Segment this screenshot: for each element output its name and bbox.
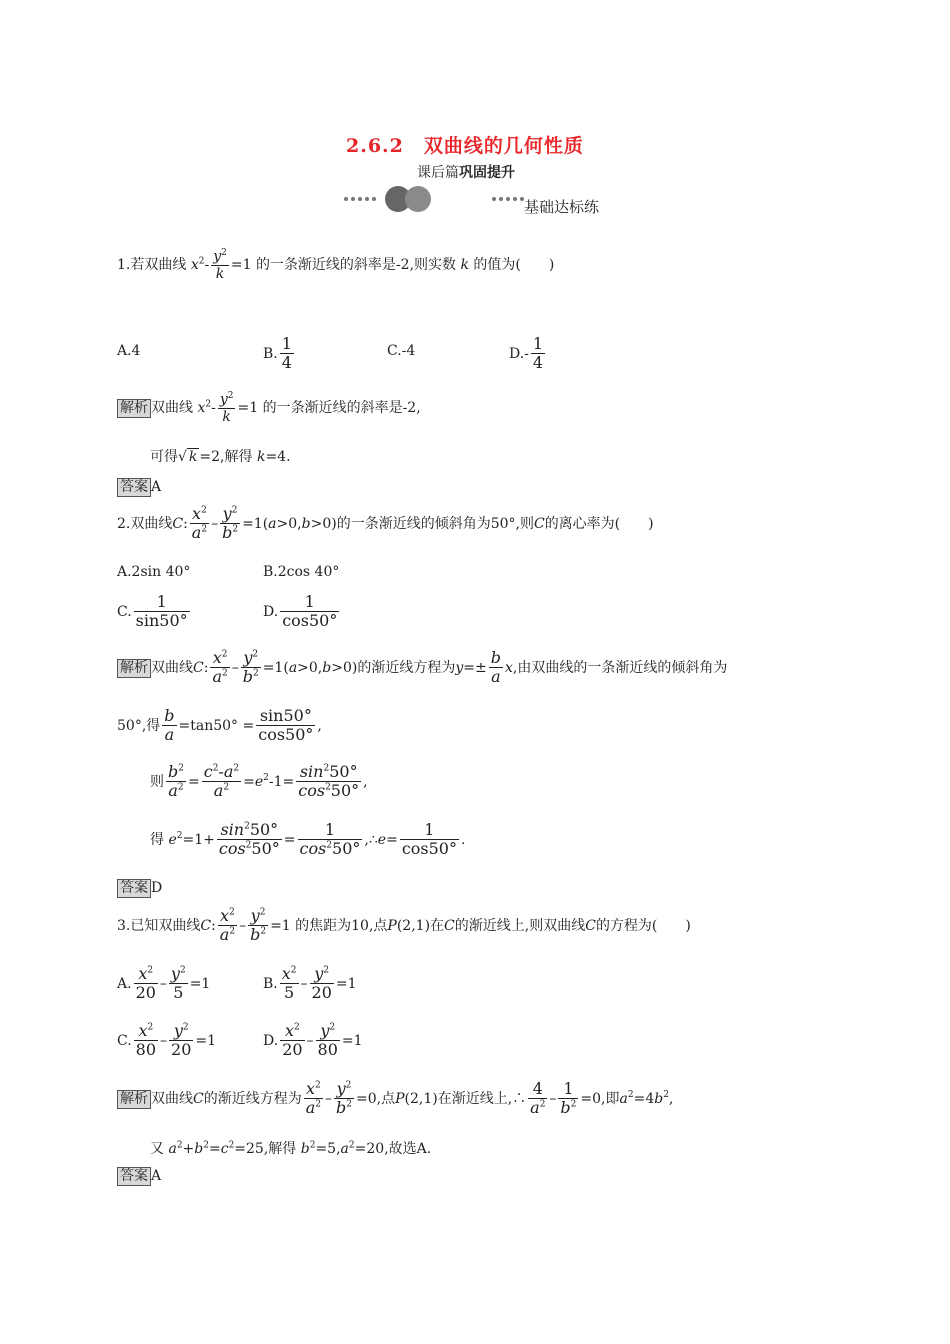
q2-text-a: 双曲线: [130, 515, 173, 532]
section-label: 基础达标练: [524, 198, 600, 216]
q1-text-a: 若双曲线: [130, 256, 187, 273]
subtitle-prefix: 课后篇: [417, 165, 459, 181]
q1-text-b: 的一条渐近线的斜率是-2,则实数: [255, 256, 457, 273]
q3-number: 3.: [117, 917, 131, 934]
q1-line2-b: =2,解得: [199, 449, 253, 465]
q3-text-b: =1 的焦距为10,点: [270, 917, 388, 934]
q1-analysis: 解析 双曲线 $x^2-$ $\frac{y^2}{k}$ =1 的一条渐近线的斜率是-2,: [117, 391, 421, 425]
q2-option-d: D. $\frac{1}{\cos 50^\circ}$: [263, 592, 338, 631]
q1-answer: [117, 478, 161, 497]
q3-option-b: B. $\frac{x^2}{5}$ – $\frac{y^2}{20}$ =1: [263, 964, 357, 1003]
q3-analysis: 解析 双曲线C的渐近线方程为 $\frac{x^2}{a^2}$ – $\frac{y^2}{b^2}$ =0,点P(2,1)在渐近线上,∴ $\frac{4}{a^2}$ – $\frac{1}{b^2}$ =0,即$a^2=4b^2$,: [117, 1080, 673, 1118]
q3-text-e: 的方程为( ): [595, 917, 691, 934]
q1-option-a: A.4: [117, 343, 141, 359]
q3-option-a: A. $\frac{x^2}{20}$ – $\frac{y^2}{5}$ =1: [117, 964, 211, 1003]
q2-answer-value: D: [151, 880, 163, 896]
q2-line2-b: =tan50°: [178, 717, 239, 734]
q1-option-b-label: B.: [263, 345, 278, 362]
dots-circles-icon: [342, 184, 542, 214]
q1-line2-c: =4.: [265, 449, 291, 465]
q3-option-a-label: A.: [117, 975, 132, 992]
q2-option-c: C. $\frac{1}{\sin 50^\circ}$: [117, 592, 188, 631]
q2-option-b: B.2cos 40°: [263, 564, 340, 580]
q3-text-a: 已知双曲线: [130, 917, 201, 934]
page-title: 2.6.2 双曲线的几何性质: [346, 135, 584, 157]
q1-analysis-line2: 可得√ k =2,解得 k=4.: [150, 449, 291, 465]
q3-analysis-d: (2,1)在渐近线上,: [404, 1090, 513, 1107]
q1-answer-value: A: [151, 479, 162, 495]
q2-analysis-a: 双曲线: [151, 659, 193, 676]
q3-answer-value: A: [151, 1168, 162, 1184]
q2-text-c: 的一条渐近线的倾斜角为50°,则: [336, 515, 534, 532]
q3-text-c: (2,1)在: [396, 917, 445, 934]
q2-option-d-label: D.: [263, 603, 279, 620]
q2-line4-therefore: ∴: [368, 831, 378, 848]
answer-tag: 答案: [117, 1167, 151, 1186]
q3-answer: [117, 1167, 161, 1186]
subtitle-bold: 巩固提升: [459, 165, 515, 181]
q1-fraction: $\frac{y^2}{k}$: [213, 248, 227, 282]
q2-stem: 2.双曲线C: $\frac{x^2}{a^2}$ – $\frac{y^2}{b^2}$ =1(a>0,b>0)的一条渐近线的倾斜角为50°,则C的离心率为( ): [117, 504, 654, 543]
q3-analysis-b: 的渐近线方程为: [203, 1090, 302, 1107]
q1-number: 1.: [117, 256, 131, 273]
q2-analysis-b: 的渐近线方程为: [357, 659, 456, 676]
q3-text-d: 的渐近线上,则双曲线: [454, 917, 586, 934]
q3-analysis-line2: 又 $a^2+b^2=c^2=25$,解得 $b^2=5,a^2=20$,故选A.: [150, 1140, 432, 1157]
analysis-tag: 解析: [117, 399, 151, 418]
answer-tag: 答案: [117, 478, 151, 497]
q1-stem: 1.若双曲线 $x^2-$ $\frac{y^2}{k}$ =1 的一条渐近线的斜率是-2,则实数 k 的值为( ): [117, 248, 555, 282]
q1-option-c: C.-4: [387, 343, 416, 359]
q2-option-a: A.2sin 40°: [117, 564, 191, 580]
q1-analysis-a: 双曲线: [151, 399, 193, 416]
analysis-tag: 解析: [117, 1090, 151, 1109]
q3-line2-c: ,故选A.: [384, 1141, 432, 1157]
q2-line3-a: 则: [150, 773, 164, 790]
q3-analysis-a: 双曲线: [151, 1090, 193, 1107]
analysis-tag: 解析: [117, 659, 151, 678]
q2-answer: [117, 879, 162, 898]
section-divider: [342, 184, 542, 218]
q3-option-b-label: B.: [263, 975, 278, 992]
subtitle: [417, 162, 515, 182]
q1-option-d-label: D.-: [509, 345, 529, 362]
q3-option-d: D. $\frac{x^2}{20}$ – $\frac{y^2}{80}$ =1: [263, 1021, 363, 1060]
q3-analysis-e: =0,即: [580, 1090, 620, 1107]
q1-analysis-b: 的一条渐近线的斜率是-2,: [262, 399, 421, 416]
q3-option-c: C. $\frac{x^2}{80}$ – $\frac{y^2}{20}$ =1: [117, 1021, 217, 1060]
q3-line2-a: 又: [150, 1141, 164, 1157]
q2-text-b: =1(: [242, 515, 269, 532]
q1-line2-a: 可得: [150, 449, 178, 465]
q1-option-d: D.- $\frac{1}{4}$: [509, 334, 544, 373]
q3-line2-b: =25,解得: [234, 1141, 297, 1157]
q2-option-c-label: C.: [117, 603, 132, 620]
q2-analysis-line2: 50°,得 $\frac{b}{a}$ =tan50° = $\frac{\sin 50^\circ}{\cos 50^\circ}$ ,: [117, 706, 322, 745]
q2-analysis-line4: 得 $e^2=1+$ $\frac{\sin^250^\circ}{\cos^250^\circ}$ = $\frac{1}{\cos^250^\circ}$ ,∴e= $\frac{1}{\cos 50^\circ}$ .: [150, 820, 466, 859]
q2-analysis-c: ,由双曲线的一条渐近线的倾斜角为: [512, 659, 728, 676]
q2-text-d: 的离心率为( ): [544, 515, 654, 532]
q2-analysis-line3: 则 $\frac{b^2}{a^2}$ = $\frac{c^2-a^2}{a^2}$ $=e^2-1=$ $\frac{\sin^250^\circ}{\cos^250^\circ}$ ,: [150, 762, 368, 801]
q3-analysis-c: =0,点: [355, 1090, 396, 1107]
answer-tag: 答案: [117, 879, 151, 898]
q1-option-b: B. $\frac{1}{4}$: [263, 334, 292, 373]
q3-stem: 3.已知双曲线C: $\frac{x^2}{a^2}$ – $\frac{y^2}{b^2}$ =1 的焦距为10,点P(2,1)在C的渐近线上,则双曲线C的方程为( ): [117, 906, 691, 945]
q3-option-d-label: D.: [263, 1032, 279, 1049]
q1-text-c: 的值为( ): [473, 256, 555, 273]
q2-line2-a: 50°,得: [117, 717, 161, 734]
q3-option-c-label: C.: [117, 1032, 132, 1049]
q2-line4-a: 得: [150, 831, 164, 848]
q2-number: 2.: [117, 515, 131, 532]
q2-analysis: 解析 双曲线C: $\frac{x^2}{a^2}$ – $\frac{y^2}{b^2}$ =1(a>0,b>0)的渐近线方程为y=± $\frac{b}{a}$ x,由双曲线的一条渐近线的倾斜角为: [117, 649, 727, 687]
